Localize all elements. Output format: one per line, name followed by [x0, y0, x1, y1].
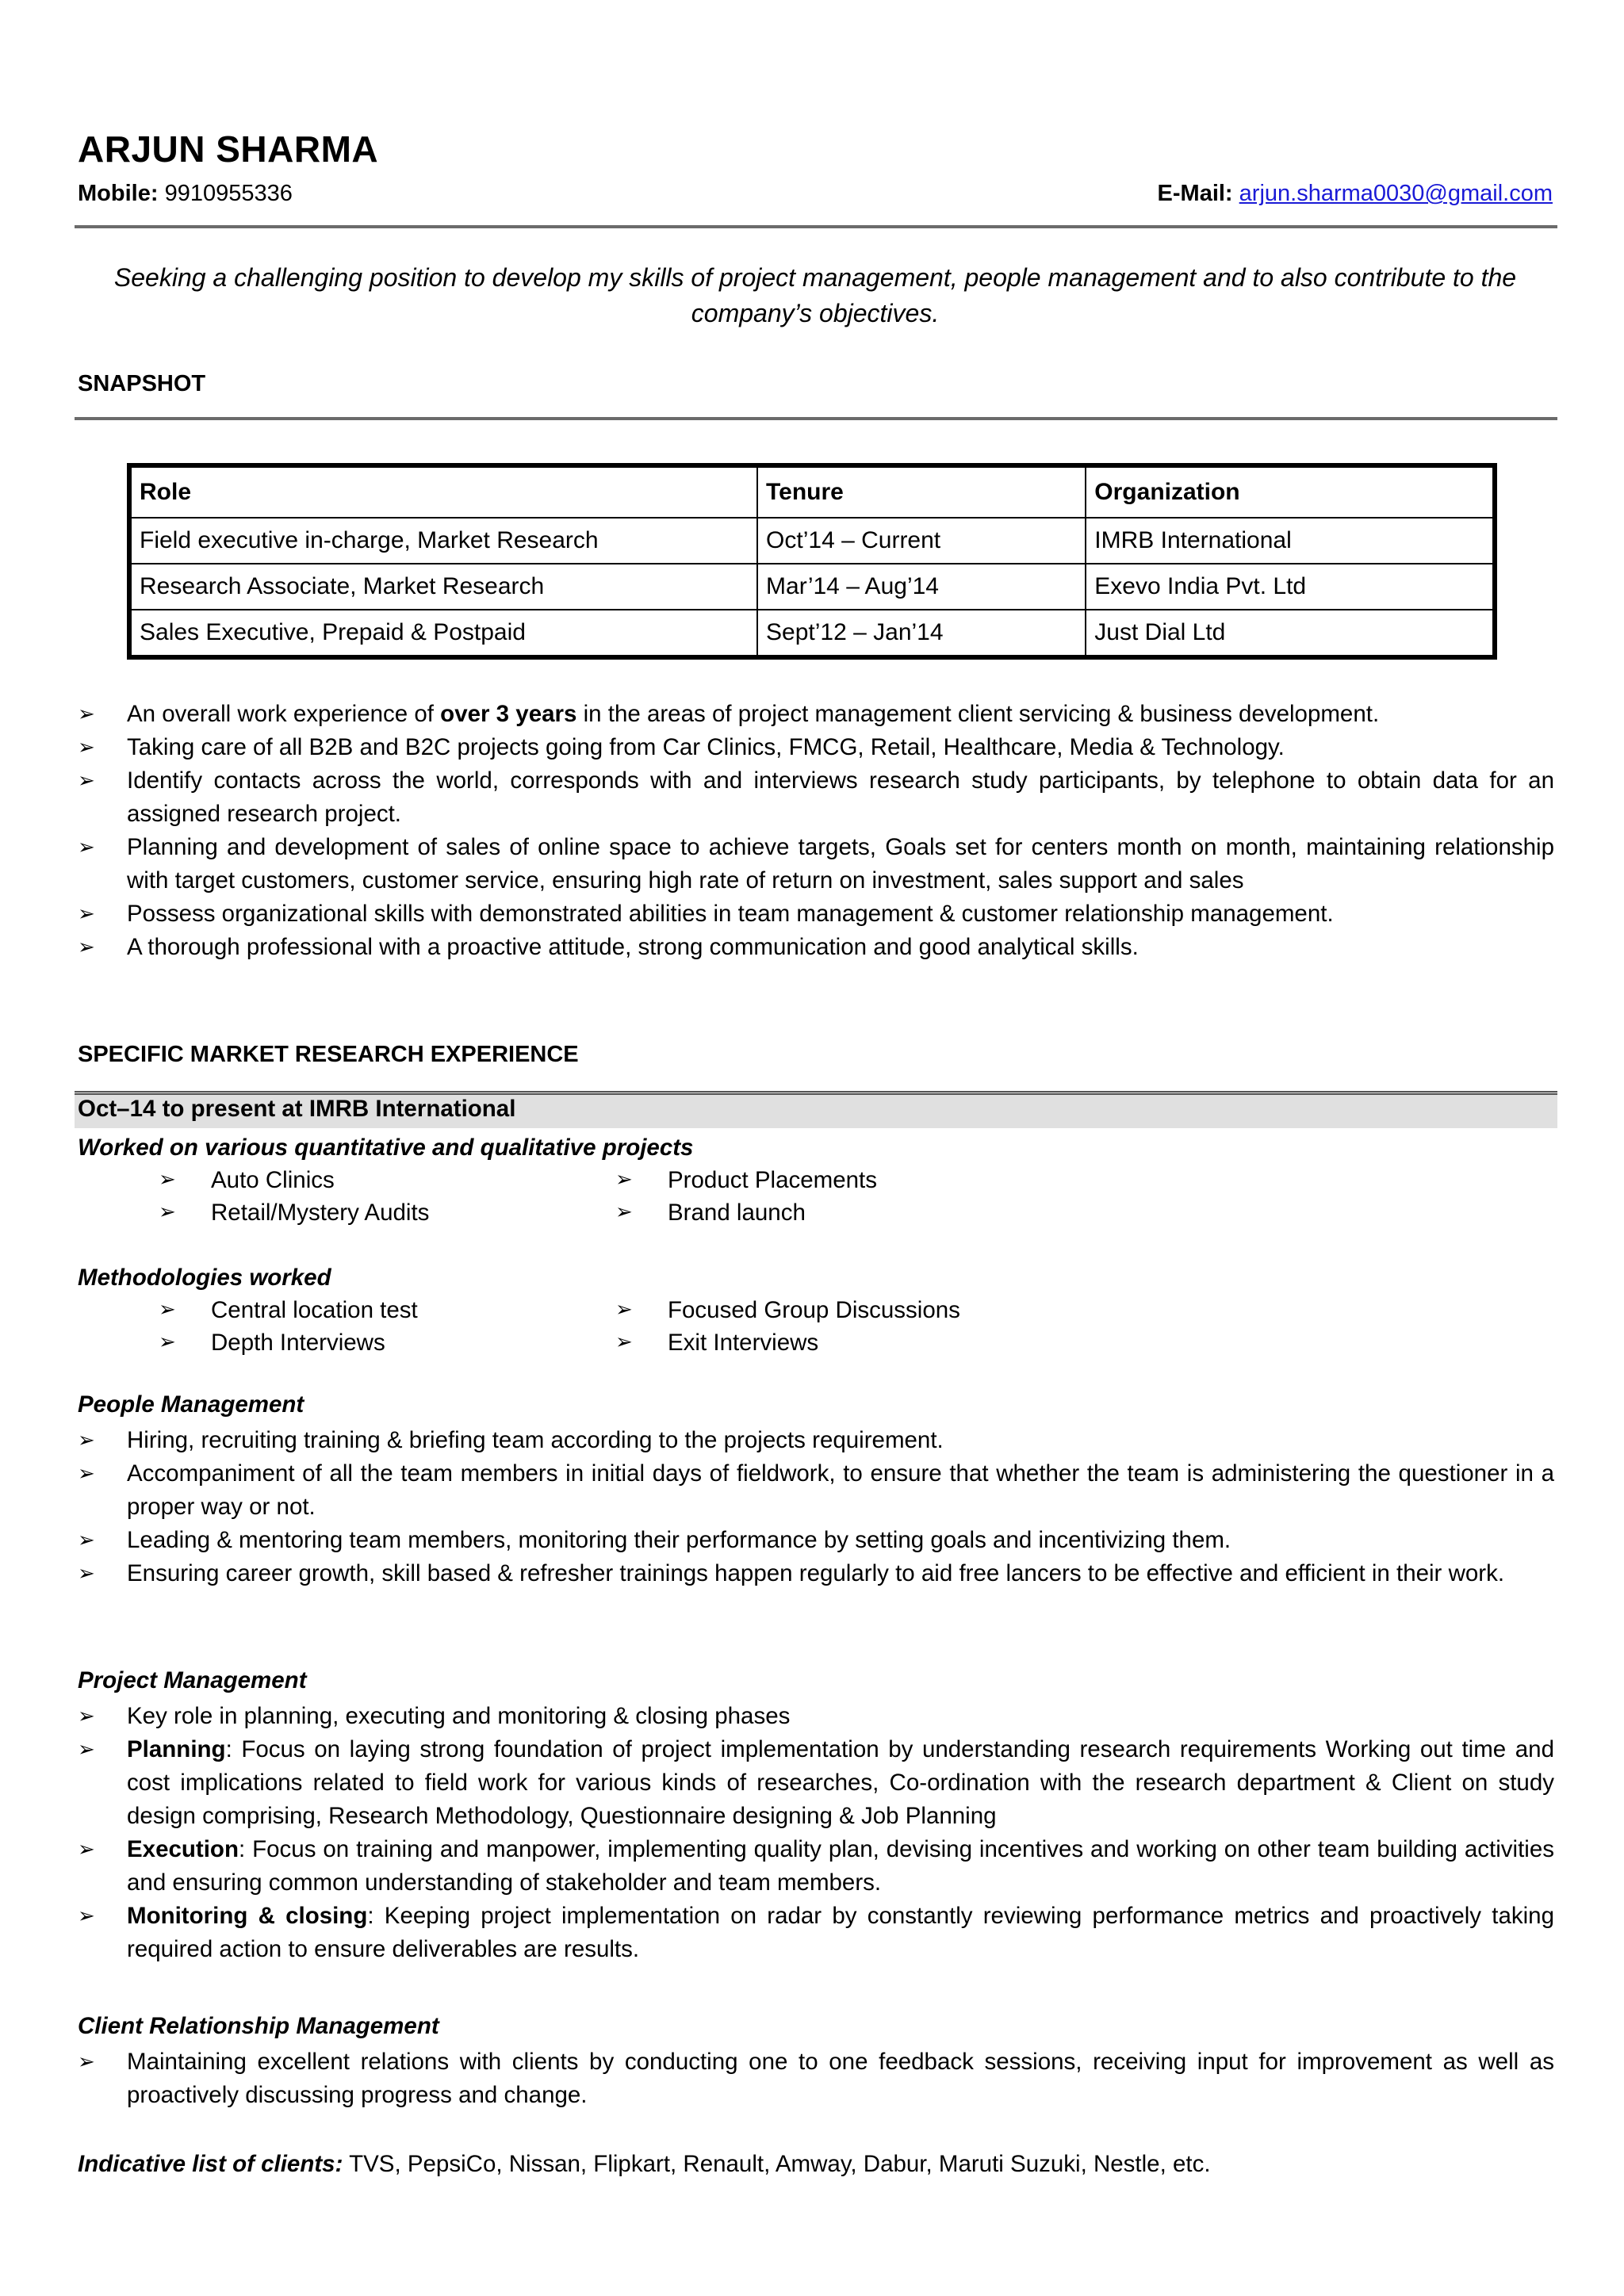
clients-line — [78, 2149, 1211, 2180]
methodologies-heading: Methodologies worked — [78, 1265, 331, 1291]
project-management-list — [78, 1700, 1554, 1966]
list-item: ➢ Hiring, recruiting training & briefing team according to the projects requirement. — [78, 1424, 1554, 1457]
experience-period: Oct–14 to present at IMRB International — [78, 1096, 516, 1122]
table-row — [129, 564, 1495, 610]
mobile-label: Mobile: — [78, 181, 159, 206]
list-item: ➢ Brand launch — [615, 1196, 1072, 1229]
arrow-bullet-icon: ➢ — [159, 1330, 176, 1354]
list-item: ➢ Depth Interviews — [159, 1326, 615, 1359]
arrow-bullet-icon: ➢ — [615, 1168, 633, 1192]
header-divider — [75, 225, 1557, 228]
table-header-cell: Organization — [1086, 465, 1495, 518]
arrow-bullet-icon: ➢ — [159, 1200, 176, 1224]
mobile-number: 9910955336 — [164, 181, 293, 206]
projects-list — [159, 1164, 1110, 1229]
clients-label: Indicative list of clients: — [78, 2151, 343, 2177]
list-item: ➢ Product Placements — [615, 1164, 1072, 1196]
arrow-bullet-icon: ➢ — [78, 836, 95, 859]
candidate-name: ARJUN SHARMA — [78, 128, 379, 170]
table-cell: Sales Executive, Prepaid & Postpaid — [129, 610, 757, 657]
arrow-bullet-icon: ➢ — [78, 1838, 95, 1862]
list-item: ➢ A thorough professional with a proactive attitude, strong communication and good analytical skills. — [78, 931, 1554, 964]
list-item: ➢ An overall work experience of over 3 years in the areas of project management client servicing & business development. — [78, 698, 1554, 731]
email-link[interactable]: arjun.sharma0030@gmail.com — [1239, 181, 1553, 206]
table-row — [129, 518, 1495, 564]
table-header-cell: Role — [129, 465, 757, 518]
arrow-bullet-icon: ➢ — [78, 1462, 95, 1486]
list-item: ➢ Focused Group Discussions — [615, 1294, 1072, 1326]
mobile-block — [78, 179, 293, 208]
snapshot-table — [127, 463, 1497, 660]
table-header-cell: Tenure — [757, 465, 1086, 518]
table-row — [129, 610, 1495, 657]
table-cell: Exevo India Pvt. Ltd — [1086, 564, 1495, 610]
list-item: ➢ Planning: Focus on laying strong foundation of project implementation by understanding research requirements Working out time and cost implications related to field work for various kinds of researches, Co-ordination with the research department & Client on study design comprising, Research Methodology, Questionnaire designing & Job Planning — [78, 1733, 1554, 1833]
contact-line — [78, 179, 1553, 208]
crm-heading: Client Relationship Management — [78, 2013, 439, 2039]
table-cell: Oct’14 – Current — [757, 518, 1086, 564]
crm-list — [78, 2045, 1554, 2112]
arrow-bullet-icon: ➢ — [78, 2050, 95, 2074]
snapshot-heading: SNAPSHOT — [78, 371, 206, 396]
email-label: E-Mail: — [1157, 181, 1233, 206]
list-item: ➢ Possess organizational skills with demonstrated abilities in team management & customer relationship management. — [78, 897, 1554, 931]
arrow-bullet-icon: ➢ — [78, 1429, 95, 1452]
list-item: ➢ Retail/Mystery Audits — [159, 1196, 615, 1229]
list-item: ➢ Planning and development of sales of online space to achieve targets, Goals set for centers month on month, maintaining relationship with target customers, customer service, ensuring high rate of return on investment, sales support and sales — [78, 831, 1554, 897]
list-item: ➢ Key role in planning, executing and monitoring & closing phases — [78, 1700, 1554, 1733]
list-item: ➢ Maintaining excellent relations with clients by conducting one to one feedback sessions, receiving input for improvement as well as proactively discussing progress and change. — [78, 2045, 1554, 2112]
list-item: ➢ Execution: Focus on training and manpower, implementing quality plan, devising incentives and working on other team building activities and ensuring common understanding of stakeholder and team members. — [78, 1833, 1554, 1900]
arrow-bullet-icon: ➢ — [159, 1168, 176, 1192]
arrow-bullet-icon: ➢ — [159, 1298, 176, 1322]
career-objective: Seeking a challenging position to develop my skills of project management, people management and to also contribute to the company’s objectives. — [113, 263, 1517, 327]
people-management-list — [78, 1424, 1554, 1590]
table-cell: Sept’12 – Jan’14 — [757, 610, 1086, 657]
arrow-bullet-icon: ➢ — [78, 736, 95, 760]
list-item: ➢ Taking care of all B2B and B2C projects going from Car Clinics, FMCG, Retail, Healthcare, Media & Technology. — [78, 731, 1554, 764]
arrow-bullet-icon: ➢ — [78, 702, 95, 726]
arrow-bullet-icon: ➢ — [78, 1529, 95, 1552]
table-header-row — [129, 465, 1495, 518]
list-item: ➢ Accompaniment of all the team members in initial days of fieldwork, to ensure that whether the team is administering the questioner in a proper way or not. — [78, 1457, 1554, 1524]
arrow-bullet-icon: ➢ — [78, 936, 95, 959]
table-cell: IMRB International — [1086, 518, 1495, 564]
project-management-heading: Project Management — [78, 1667, 307, 1693]
arrow-bullet-icon: ➢ — [615, 1330, 633, 1354]
arrow-bullet-icon: ➢ — [78, 902, 95, 926]
list-item: ➢ Monitoring & closing: Keeping project implementation on radar by constantly reviewing performance metrics and proactively taking required action to ensure deliverables are results. — [78, 1900, 1554, 1966]
table-cell: Field executive in-charge, Market Research — [129, 518, 757, 564]
arrow-bullet-icon: ➢ — [78, 1705, 95, 1728]
arrow-bullet-icon: ➢ — [78, 1904, 95, 1928]
list-item: ➢ Identify contacts across the world, corresponds with and interviews research study participants, by telephone to obtain data for an assigned research project. — [78, 764, 1554, 831]
arrow-bullet-icon: ➢ — [615, 1298, 633, 1322]
list-item: ➢ Ensuring career growth, skill based & refresher trainings happen regularly to aid free lancers to be effective and efficient in their work. — [78, 1557, 1554, 1590]
methodologies-list — [159, 1294, 1110, 1359]
projects-heading: Worked on various quantitative and qualitative projects — [78, 1135, 694, 1161]
list-item: ➢ Central location test — [159, 1294, 615, 1326]
table-cell: Research Associate, Market Research — [129, 564, 757, 610]
arrow-bullet-icon: ➢ — [78, 1738, 95, 1762]
list-item: ➢ Auto Clinics — [159, 1164, 615, 1196]
list-item: ➢ Exit Interviews — [615, 1326, 1072, 1359]
email-block — [1158, 179, 1553, 208]
snapshot-bullet-list — [78, 698, 1554, 964]
arrow-bullet-icon: ➢ — [78, 1562, 95, 1586]
arrow-bullet-icon: ➢ — [615, 1200, 633, 1224]
experience-heading: SPECIFIC MARKET RESEARCH EXPERIENCE — [78, 1042, 579, 1067]
clients-list: TVS, PepsiCo, Nissan, Flipkart, Renault, Amway, Dabur, Maruti Suzuki, Nestle, etc. — [343, 2151, 1211, 2177]
snapshot-divider — [75, 417, 1557, 420]
arrow-bullet-icon: ➢ — [78, 769, 95, 793]
people-management-heading: People Management — [78, 1391, 304, 1418]
table-cell: Just Dial Ltd — [1086, 610, 1495, 657]
table-cell: Mar’14 – Aug’14 — [757, 564, 1086, 610]
list-item: ➢ Leading & mentoring team members, monitoring their performance by setting goals and incentivizing them. — [78, 1524, 1554, 1557]
